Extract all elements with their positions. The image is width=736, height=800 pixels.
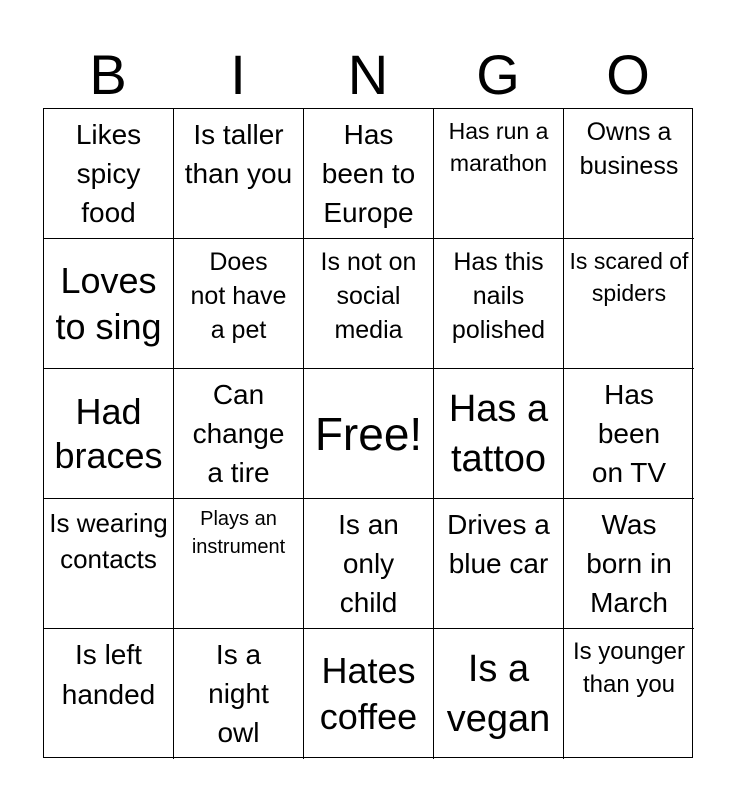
cell-text: Has this nails polished [451,248,546,344]
header-letter-o: O [606,43,650,106]
bingo-cell[interactable] [174,499,304,629]
cell-text: Free! [314,407,423,460]
cell-text: Is taller than you [184,119,293,189]
header-letter-b: B [89,43,127,106]
bingo-cell[interactable] [434,369,564,499]
cell-text: Is younger than you [572,638,686,698]
bingo-cell[interactable] [174,369,304,499]
bingo-cell[interactable] [44,239,174,369]
bingo-cell[interactable] [564,239,694,369]
bingo-cell[interactable] [564,109,694,239]
cell-text: Was born in March [586,509,672,618]
bingo-cell[interactable] [174,629,304,759]
cell-text: Loves to sing [55,259,162,347]
bingo-cell[interactable] [304,239,434,369]
cell-text: Is left handed [61,639,156,710]
cell-text: Plays an instrument [191,508,286,558]
bingo-cell[interactable] [174,109,304,239]
header-letter-n: N [347,43,389,106]
cell-text: Has been to Europe [321,119,416,228]
bingo-cell[interactable] [44,109,174,239]
cell-text: Has run a marathon [448,118,549,176]
cell-text: Likes spicy food [75,119,142,228]
bingo-cell[interactable] [564,629,694,759]
bingo-grid [43,108,693,758]
cell-text: Drives a blue car [447,509,550,579]
header-letter-g: G [476,43,520,106]
bingo-header [43,42,693,108]
cell-text: Has a tattoo [448,387,549,480]
header-letter-i: I [230,43,246,106]
bingo-cell[interactable] [434,629,564,759]
cell-text: Does not have a pet [190,248,287,344]
bingo-cell[interactable] [564,499,694,629]
bingo-cell[interactable] [44,629,174,759]
cell-text: Can change a tire [192,379,285,488]
bingo-cell[interactable] [304,109,434,239]
cell-text: Is a vegan [446,648,551,740]
free-space-cell[interactable] [304,369,434,499]
bingo-cell[interactable] [174,239,304,369]
bingo-cell[interactable] [564,369,694,499]
cell-text: Is not on social media [320,248,417,344]
cell-text: Owns a business [579,118,679,180]
bingo-cell[interactable] [434,499,564,629]
bingo-cell[interactable] [434,109,564,239]
bingo-cell[interactable] [304,629,434,759]
cell-text: Hates coffee [319,650,418,737]
cell-text: Is an only child [338,509,399,618]
cell-text: Is scared of spiders [569,248,689,306]
bingo-cell[interactable] [304,499,434,629]
cell-text: Is wearing contacts [49,508,168,574]
cell-text: Had braces [54,390,163,476]
cell-text: Is a night owl [208,639,269,748]
bingo-cell[interactable] [434,239,564,369]
bingo-cell[interactable] [44,499,174,629]
bingo-cell[interactable] [44,369,174,499]
cell-text: Has been on TV [591,379,667,488]
